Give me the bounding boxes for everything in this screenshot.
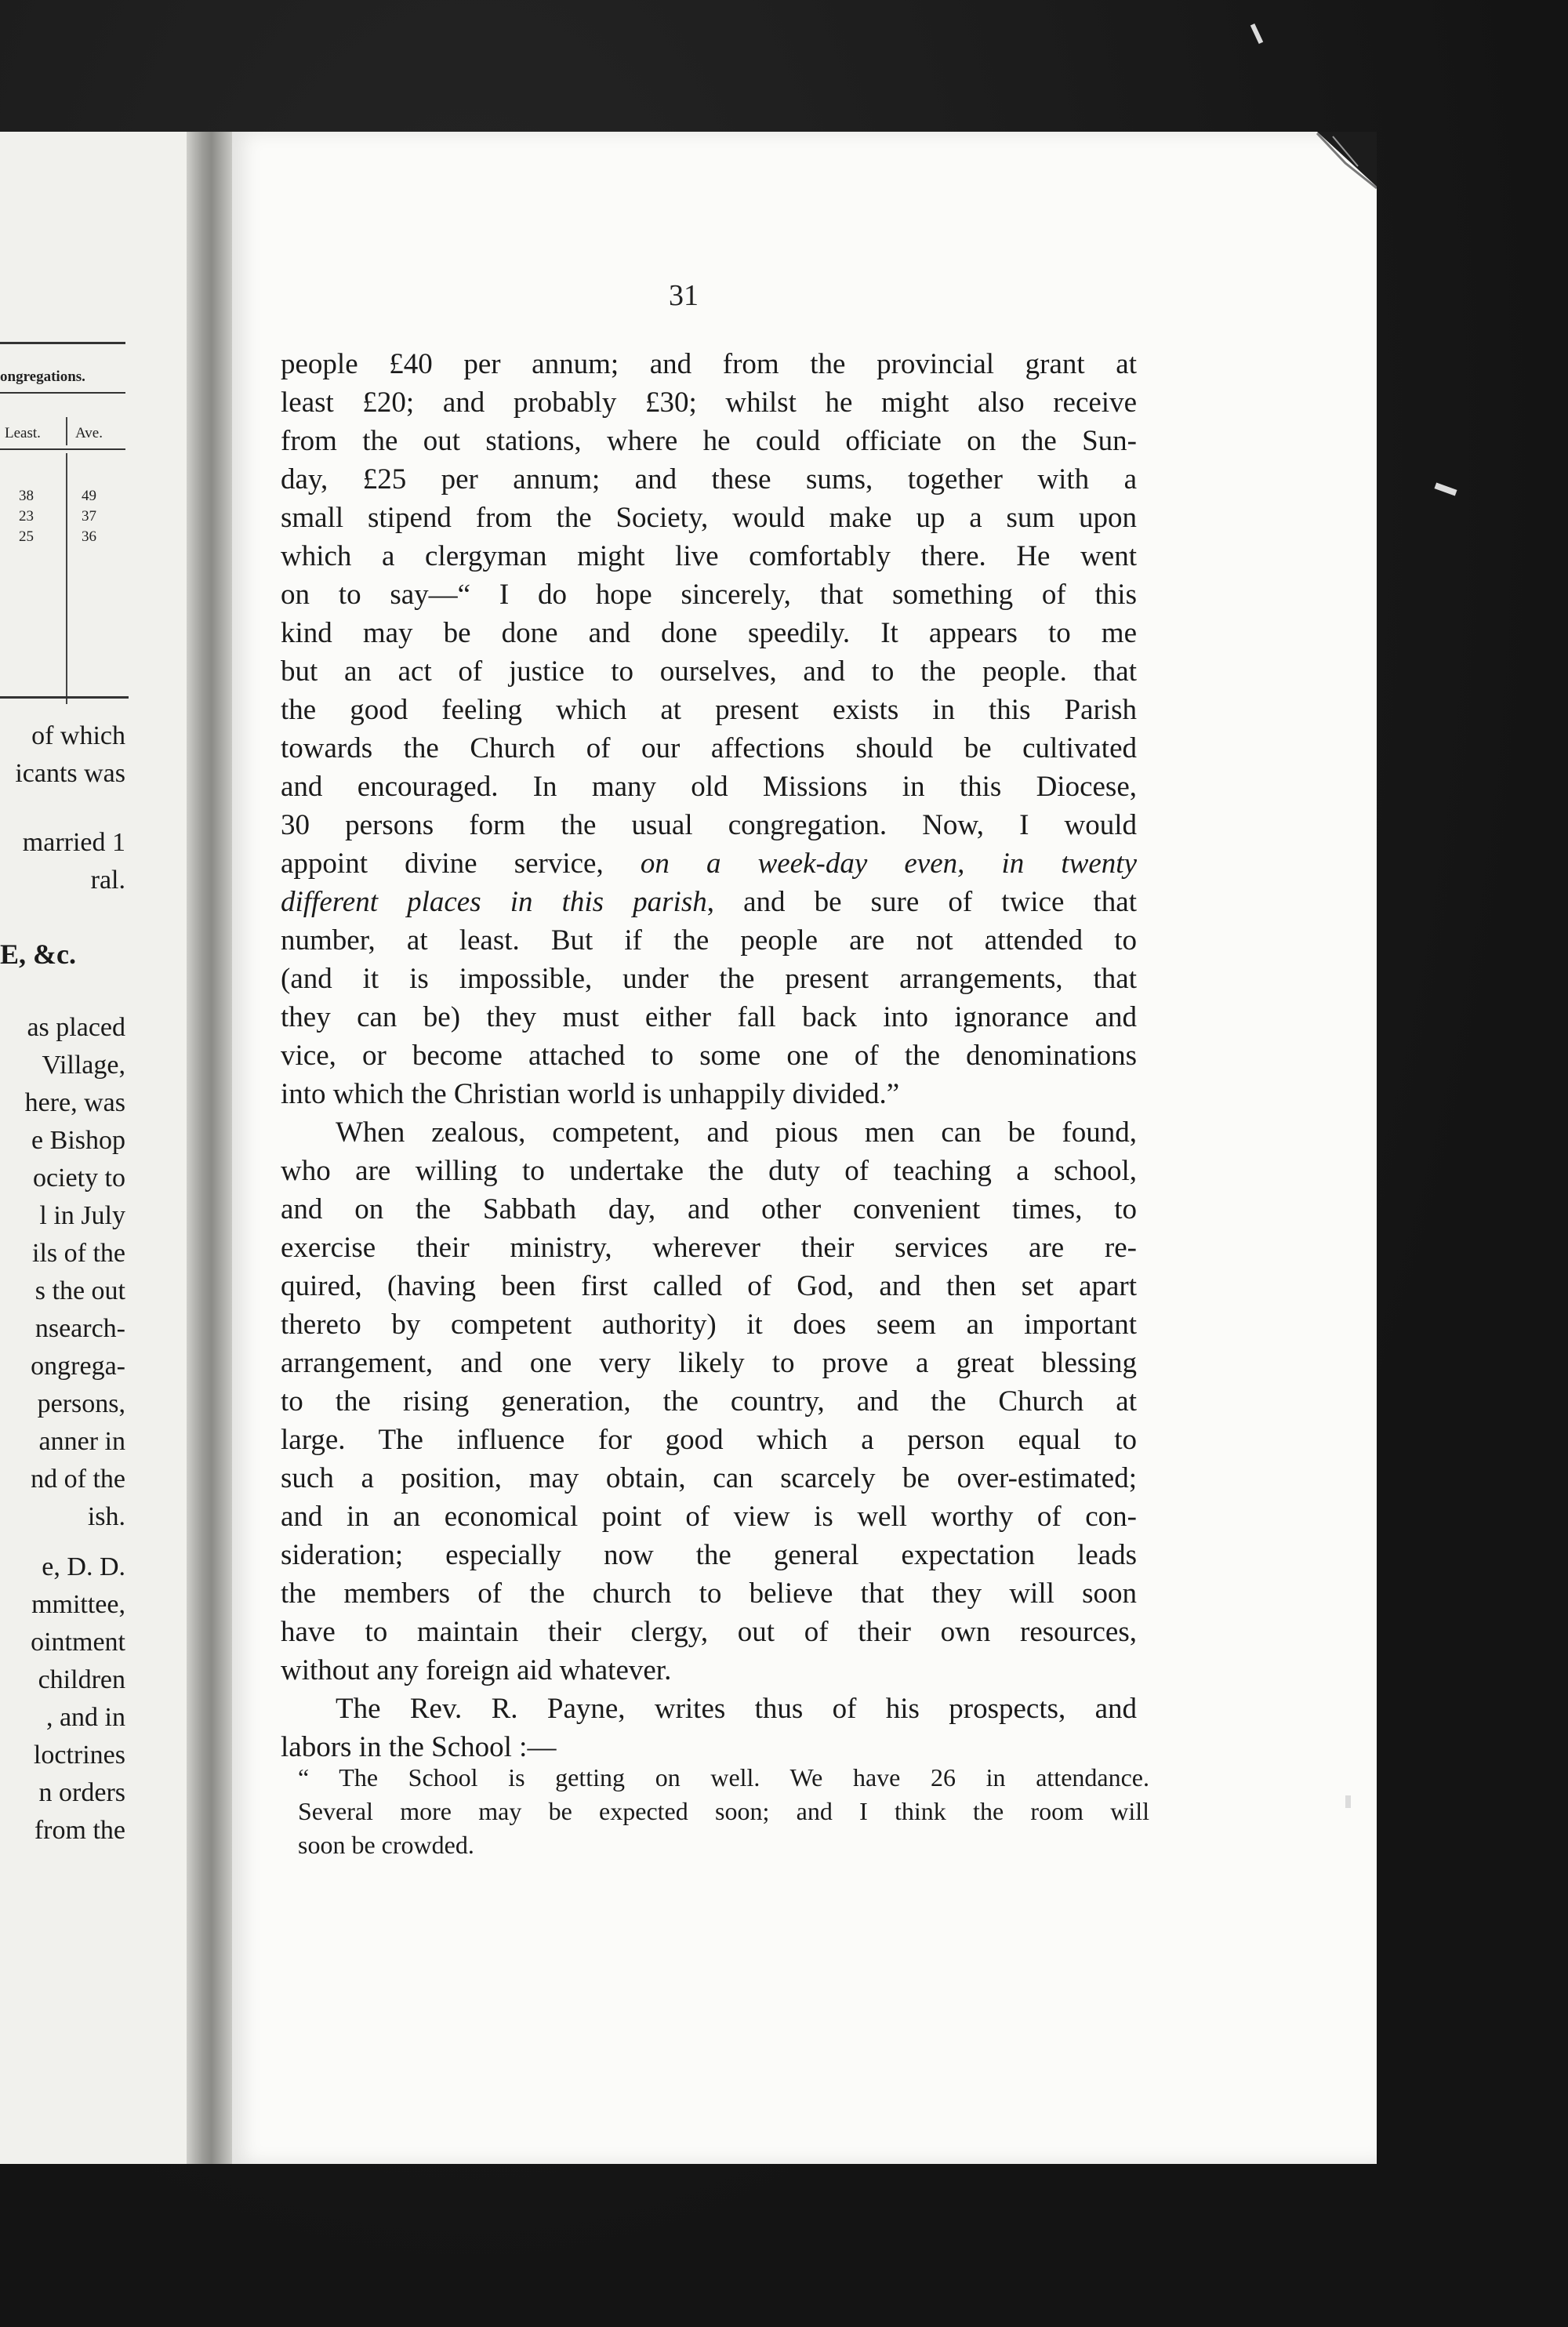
text-line: small stipend from the Society, would make up a sum upon: [281, 502, 1137, 534]
table-top-rule: [0, 342, 125, 344]
left-text-line: persons,: [37, 1389, 125, 1418]
text-line: When zealous, competent, and pious men can be found,: [336, 1116, 1137, 1149]
left-text-line: s the out: [34, 1276, 125, 1305]
text-line: and encouraged. In many old Missions in this Diocese,: [281, 771, 1137, 803]
previous-page-fragment: [0, 132, 193, 2164]
left-text-line: here, was: [24, 1088, 125, 1117]
text-line: have to maintain their clergy, out of their own resources,: [281, 1616, 1137, 1648]
left-text-line: Village,: [42, 1051, 125, 1080]
book-gutter: [187, 132, 232, 2164]
left-text-line: anner in: [38, 1427, 125, 1456]
text-line: sideration; especially now the general expectation leads: [281, 1539, 1137, 1571]
text-line: the good feeling which at present exists in this Parish: [281, 694, 1137, 726]
text-line: number, at least. But if the people are not attended to: [281, 924, 1137, 957]
page-number: 31: [669, 279, 699, 312]
text-line: kind may be done and done speedily. It appears to me: [281, 617, 1137, 649]
left-text-line: mmittee,: [31, 1590, 125, 1619]
left-text-line: ongrega-: [31, 1352, 125, 1381]
left-text-line: as placed: [27, 1013, 125, 1042]
scan-speck: [1345, 1795, 1351, 1808]
quote-line: Several more may be expected soon; and I think the room will: [298, 1797, 1149, 1825]
text-line: from the out stations, where he could officiate on the Sun-: [281, 425, 1137, 457]
text-line: exercise their ministry, wherever their services are re-: [281, 1232, 1137, 1264]
left-text-line: married 1: [22, 828, 125, 857]
text-line: such a position, may obtain, can scarcely be over-estimated;: [281, 1462, 1137, 1494]
text-line: without any foreign aid whatever.: [281, 1654, 672, 1686]
quote-line: “ The School is getting on well. We have 26 in attendance.: [298, 1763, 1149, 1792]
left-text-line: ish.: [87, 1502, 125, 1531]
left-text-line: e, D. D.: [42, 1552, 125, 1581]
text-run: appoint divine service,: [281, 848, 641, 880]
text-line: vice, or become attached to some one of the denominations: [281, 1040, 1137, 1072]
text-line: (and it is impossible, under the present arrangements, that: [281, 963, 1137, 995]
text-line: [281, 844, 1137, 883]
left-text-line: children: [38, 1665, 125, 1694]
left-text-line: n orders: [38, 1778, 125, 1807]
table-header: ongregations.: [0, 368, 85, 385]
left-text-line: ointment: [31, 1628, 125, 1657]
left-text-line: nd of the: [31, 1465, 125, 1494]
text-line: who are willing to undertake the duty of teaching a school,: [281, 1155, 1137, 1187]
text-line: people £40 per annum; and from the provincial grant at: [281, 348, 1137, 380]
left-text-line: nsearch-: [34, 1314, 125, 1343]
left-section-heading: E, &c.: [0, 938, 76, 970]
least-value: 25: [19, 528, 34, 545]
ave-value: 49: [82, 488, 96, 504]
left-text-line: , and in: [45, 1703, 125, 1732]
text-run: , and be sure of twice that: [706, 886, 1137, 918]
ave-value: 36: [82, 528, 96, 545]
least-value: 23: [19, 508, 34, 525]
text-line: into which the Christian world is unhappily divided.”: [281, 1078, 900, 1110]
text-line: [281, 883, 1137, 921]
left-text-line: ociety to: [32, 1164, 125, 1193]
text-line: day, £25 per annum; and these sums, together with a: [281, 463, 1137, 496]
table-subheader-rule: [0, 448, 125, 450]
left-text-line: e Bishop: [31, 1126, 125, 1155]
text-line: towards the Church of our affections should be cultivated: [281, 732, 1137, 764]
quote-line: soon be crowded.: [298, 1831, 474, 1859]
text-line: which a clergyman might live comfortably there. He went: [281, 540, 1137, 572]
text-line: on to say—“ I do hope sincerely, that something of this: [281, 579, 1137, 611]
text-line: The Rev. R. Payne, writes thus of his prospects, and: [336, 1693, 1137, 1725]
left-text-line: from the: [34, 1816, 125, 1845]
text-line: 30 persons form the usual congregation. Now, I would: [281, 809, 1137, 841]
col-least-label: Least.: [5, 425, 41, 441]
text-line: to the rising generation, the country, and the Church at: [281, 1385, 1137, 1418]
text-line: quired, (having been first called of God, and then set apart: [281, 1270, 1137, 1302]
text-line: thereto by competent authority) it does seem an important: [281, 1309, 1137, 1341]
body-text: [281, 345, 1137, 1766]
left-text-line: ral.: [90, 866, 125, 895]
text-line: they can be) they must either fall back into ignorance and: [281, 1001, 1137, 1033]
table-header-rule: [0, 392, 125, 394]
col-ave-label: Ave.: [75, 425, 103, 441]
left-text-line: icants was: [15, 759, 125, 788]
left-text-line: ils of the: [32, 1239, 125, 1268]
left-text-line: l in July: [39, 1201, 125, 1230]
left-text-line: of which: [31, 721, 125, 750]
table-bottom-rule: [0, 696, 129, 699]
left-text-line: loctrines: [33, 1741, 125, 1770]
text-line: labors in the School :—: [281, 1731, 557, 1763]
folded-corner: [1286, 132, 1377, 226]
text-line: least £20; and probably £30; whilst he might also receive: [281, 387, 1137, 419]
block-quote: [298, 1761, 1149, 1862]
text-line: the members of the church to believe that they will soon: [281, 1577, 1137, 1610]
column-divider: [66, 417, 67, 445]
column-divider: [66, 453, 67, 704]
least-value: 38: [19, 488, 34, 504]
text-line: and in an economical point of view is well worthy of con-: [281, 1501, 1137, 1533]
ave-column: [82, 486, 96, 547]
ave-value: 37: [82, 508, 96, 525]
italic-emphasis: on a week-day even, in twenty: [640, 848, 1137, 880]
text-line: but an act of justice to ourselves, and to the people. that: [281, 655, 1137, 688]
text-line: arrangement, and one very likely to prove a great blessing: [281, 1347, 1137, 1379]
least-column: [19, 486, 34, 547]
text-line: and on the Sabbath day, and other convenient times, to: [281, 1193, 1137, 1225]
text-line: large. The influence for good which a person equal to: [281, 1424, 1137, 1456]
italic-emphasis: different places in this parish: [281, 886, 707, 918]
